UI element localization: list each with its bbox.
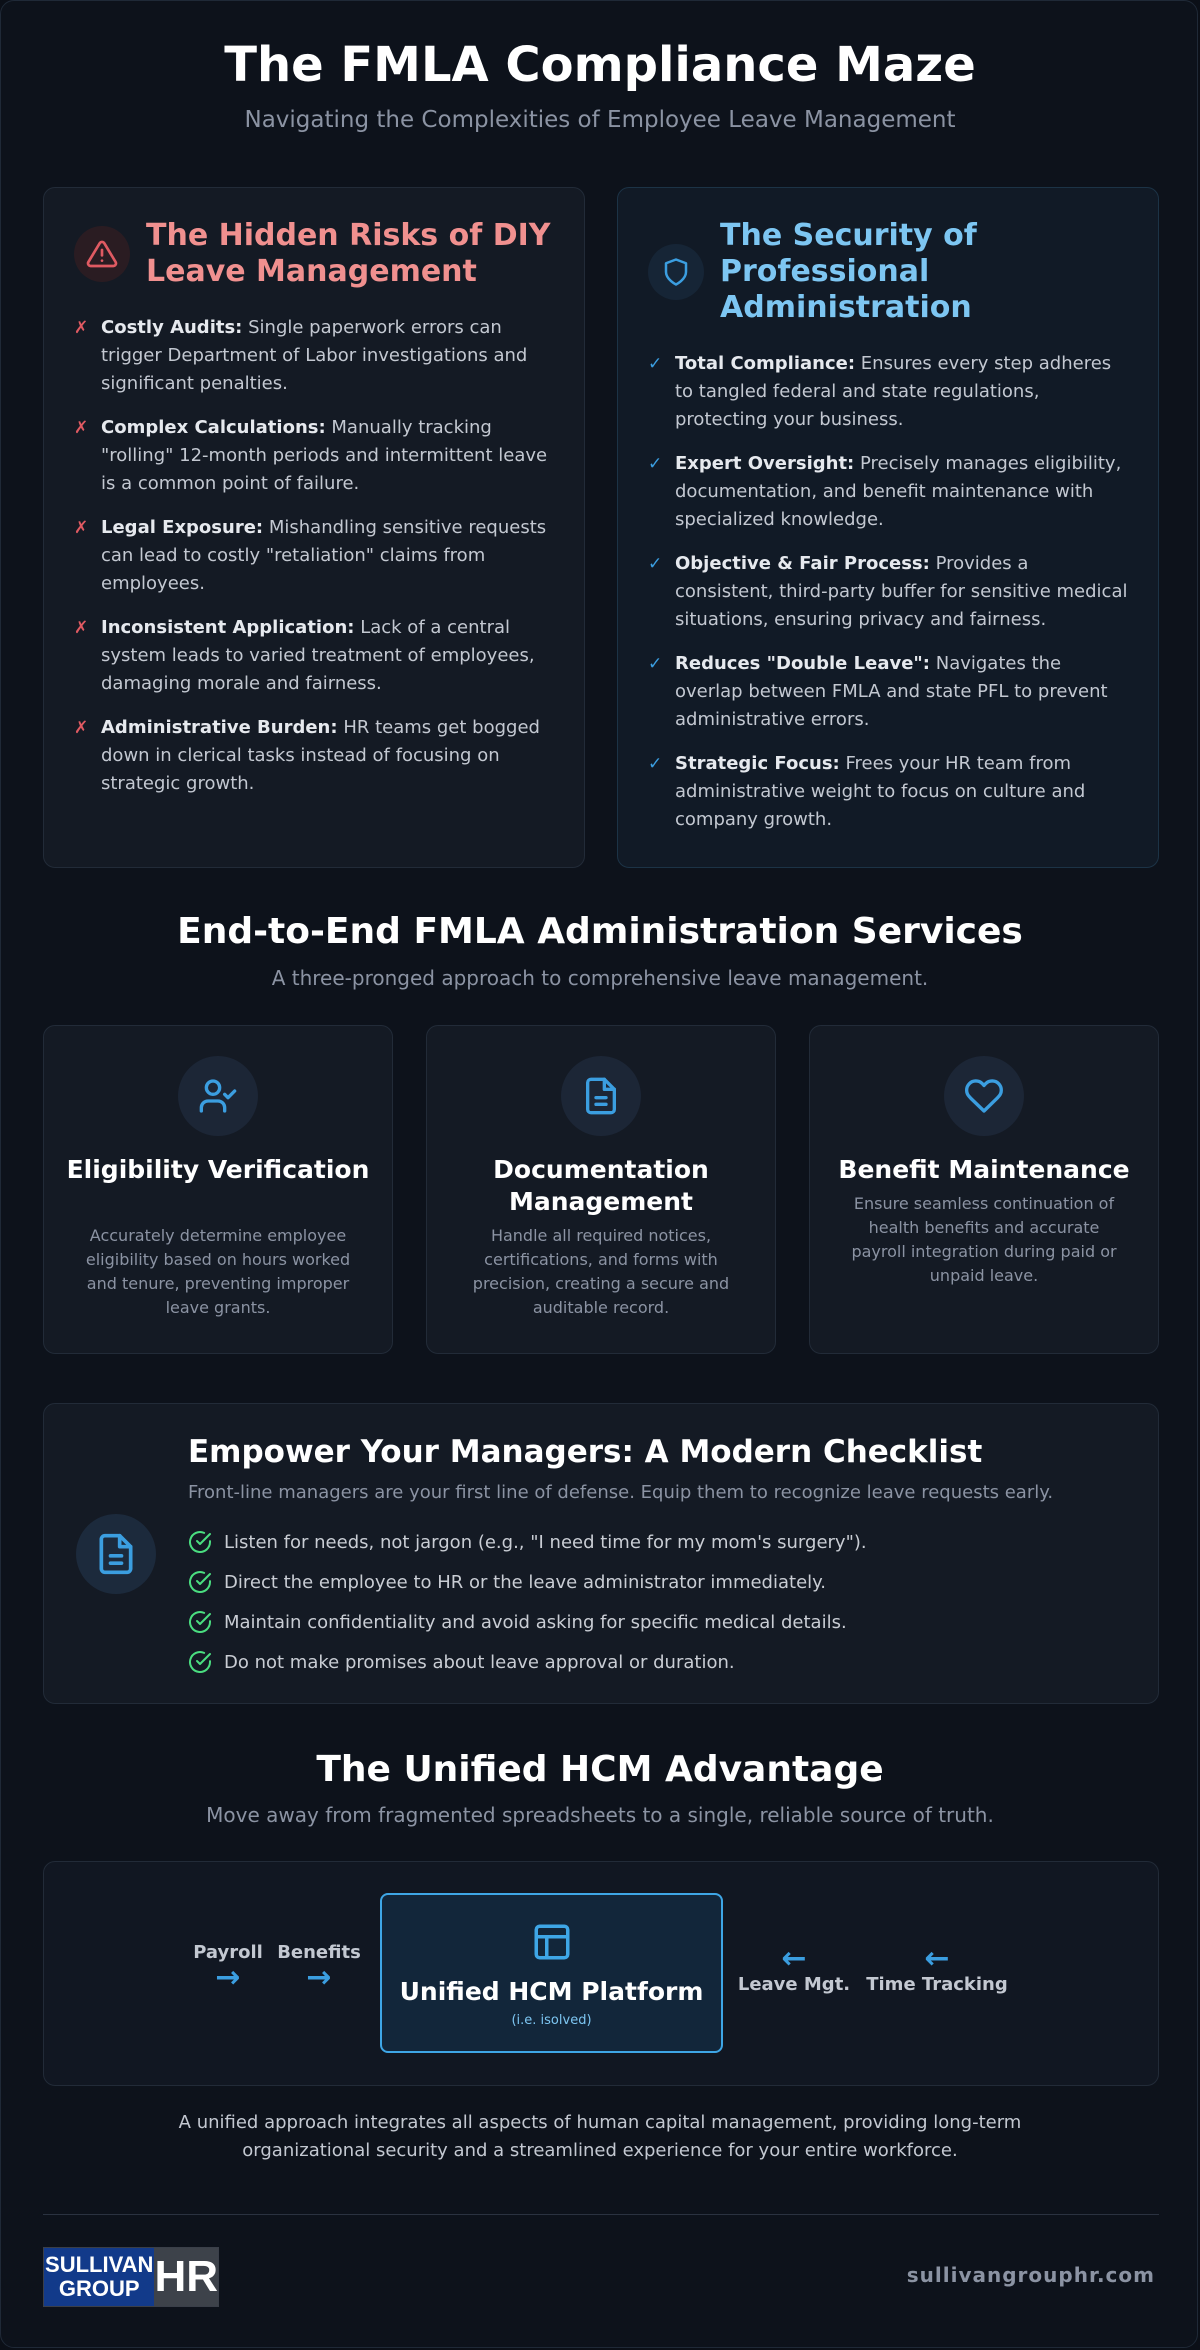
checkmark-icon: ✓: [648, 754, 663, 774]
service-description: Handle all required notices, certifications, and forms with precision, creating a secure and auditable record.: [472, 1226, 730, 1317]
spoke-payroll: [188, 1942, 268, 1993]
checkmark-icon: ✓: [648, 454, 663, 474]
service-card-benefits: [809, 1025, 1159, 1354]
services-subheading: A three-pronged approach to comprehensive leave management.: [271, 966, 929, 990]
security-list: [648, 350, 1132, 850]
x-mark-icon: ✗: [74, 418, 89, 438]
checkmark-icon: ✓: [648, 554, 663, 574]
list-item: [648, 350, 1132, 434]
arrow-right-icon: →: [215, 1960, 241, 1995]
item-label: Legal Exposure:: [101, 517, 264, 538]
heart-icon: [944, 1056, 1024, 1136]
warning-triangle-icon: [74, 226, 130, 282]
checkmark-icon: ✓: [648, 354, 663, 374]
item-label: Costly Audits:: [101, 317, 243, 338]
checklist-text: Do not make promises about leave approval or duration.: [224, 1651, 735, 1673]
item-label: Reduces "Double Leave":: [675, 653, 930, 674]
item-text: Manually tracking "rolling" 12-month periods and intermittent leave is a common point of failure.: [101, 417, 548, 494]
page-title: The FMLA Compliance Maze: [224, 37, 976, 93]
list-item: [74, 314, 558, 398]
item-label: Complex Calculations:: [101, 417, 326, 438]
list-item: [74, 714, 558, 798]
check-circle-icon: [188, 1530, 212, 1554]
closing-statement: A unified approach integrates all aspects of human capital management, providing long-term organizational security and a streamlined experience for your entire workforce.: [178, 2112, 1022, 2161]
checklist-text: Listen for needs, not jargon (e.g., "I need time for my mom's surgery").: [224, 1531, 867, 1553]
item-label: Strategic Focus:: [675, 753, 840, 774]
item-text: Precisely manages eligibility, documentation, and benefit maintenance with specialized knowledge.: [675, 453, 1122, 530]
page-subtitle: Navigating the Complexities of Employee Leave Management: [244, 107, 956, 133]
x-mark-icon: ✗: [74, 718, 89, 738]
item-text: Single paperwork errors can trigger Department of Labor investigations and significant penalties.: [101, 317, 528, 394]
item-text: Lack of a central system leads to varied treatment of employees, damaging morale and fairness.: [101, 617, 535, 694]
risks-list: [74, 314, 558, 814]
logo-line: GROUP: [58, 2276, 140, 2301]
arrow-left-icon: ←: [924, 1941, 950, 1976]
service-title: Documentation Management: [493, 1155, 709, 1216]
checklist-item: [188, 1522, 867, 1562]
document-icon: [76, 1514, 156, 1594]
item-label: Expert Oversight:: [675, 453, 855, 474]
checklist-text: Direct the employee to HR or the leave administrator immediately.: [224, 1571, 826, 1593]
spoke-benefits: [274, 1942, 364, 1993]
service-card-documentation: [426, 1025, 776, 1354]
spoke-label: Payroll: [193, 1942, 263, 1963]
shield-icon: [648, 244, 704, 300]
hcm-diagram: [43, 1861, 1159, 2086]
check-circle-icon: [188, 1570, 212, 1594]
spoke-label: Benefits: [277, 1942, 361, 1963]
list-item: [648, 750, 1132, 834]
risks-card: [43, 187, 585, 868]
risks-title: The Hidden Risks of DIY Leave Management: [146, 218, 551, 289]
checklist-title: Empower Your Managers: A Modern Checklist: [188, 1434, 983, 1470]
x-mark-icon: ✗: [74, 618, 89, 638]
unified-hcm-hub: [380, 1893, 723, 2053]
security-title: The Security of Professional Administration: [720, 218, 977, 325]
checklist-text: Maintain confidentiality and avoid asking for specific medical details.: [224, 1611, 847, 1633]
list-item: [648, 550, 1132, 634]
item-text: Ensures every step adheres to tangled federal and state regulations, protecting your business.: [675, 353, 1112, 430]
item-text: Provides a consistent, third-party buffer for sensitive medical situations, ensuring privacy and fairness.: [675, 553, 1128, 630]
list-item: [74, 414, 558, 498]
service-description: Accurately determine employee eligibility based on hours worked and tenure, preventing improper leave grants.: [85, 1226, 351, 1317]
user-check-icon: [178, 1056, 258, 1136]
checklist-item: [188, 1602, 867, 1642]
service-description: Ensure seamless continuation of health benefits and accurate payroll integration during paid or unpaid leave.: [851, 1194, 1117, 1285]
hub-title: Unified HCM Platform: [399, 1977, 704, 2006]
service-title: Eligibility Verification: [66, 1155, 370, 1184]
check-circle-icon: [188, 1650, 212, 1674]
x-mark-icon: ✗: [74, 318, 89, 338]
arrow-right-icon: →: [306, 1960, 332, 1995]
document-icon: [561, 1056, 641, 1136]
footer-divider: [43, 2214, 1159, 2215]
checklist: [188, 1522, 867, 1682]
services-heading: End-to-End FMLA Administration Services: [177, 911, 1023, 952]
item-text: Navigates the overlap between FMLA and state PFL to prevent administrative errors.: [675, 653, 1108, 730]
company-logo: [43, 2247, 219, 2307]
security-card: [617, 187, 1159, 868]
service-title: Benefit Maintenance: [838, 1155, 1130, 1184]
list-item: [74, 614, 558, 698]
checkmark-icon: ✓: [648, 654, 663, 674]
logo-line: SULLIVAN: [45, 2252, 154, 2277]
security-card-header: [648, 218, 1134, 326]
risks-card-header: [74, 218, 560, 290]
hub-note: (i.e. isolved): [511, 2013, 592, 2028]
item-text: Mishandling sensitive requests can lead to costly "retaliation" claims from employees.: [101, 517, 547, 594]
check-circle-icon: [188, 1610, 212, 1634]
logo-hr: HR: [154, 2248, 218, 2306]
item-text: HR teams get bogged down in clerical tasks instead of focusing on strategic growth.: [101, 717, 540, 794]
spoke-time-tracking: [862, 1941, 1012, 1995]
list-item: [74, 514, 558, 598]
hcm-heading: The Unified HCM Advantage: [316, 1749, 884, 1790]
list-item: [648, 450, 1132, 534]
spoke-label: Leave Mgt.: [737, 1974, 851, 1995]
manager-checklist-card: [43, 1403, 1159, 1704]
website-link[interactable]: sullivangrouphr.com: [906, 2263, 1155, 2287]
x-mark-icon: ✗: [74, 518, 89, 538]
item-label: Objective & Fair Process:: [675, 553, 930, 574]
spoke-leave-management: [734, 1941, 854, 1995]
service-card-eligibility: [43, 1025, 393, 1354]
spoke-label: Time Tracking: [866, 1974, 1008, 1995]
list-item: [648, 650, 1132, 734]
logo-wordmark: [44, 2248, 154, 2306]
item-label: Administrative Burden:: [101, 717, 338, 738]
item-text: Frees your HR team from administrative weight to focus on culture and company growth.: [675, 753, 1086, 830]
checklist-item: [188, 1562, 867, 1602]
arrow-left-icon: ←: [781, 1941, 807, 1976]
item-label: Total Compliance:: [675, 353, 856, 374]
item-label: Inconsistent Application:: [101, 617, 355, 638]
layout-icon: [382, 1921, 721, 1967]
hcm-subheading: Move away from fragmented spreadsheets to a single, reliable source of truth.: [206, 1803, 994, 1827]
checklist-subtitle: Front-line managers are your first line of defense. Equip them to recognize leave requests early.: [188, 1482, 1054, 1503]
checklist-item: [188, 1642, 867, 1682]
